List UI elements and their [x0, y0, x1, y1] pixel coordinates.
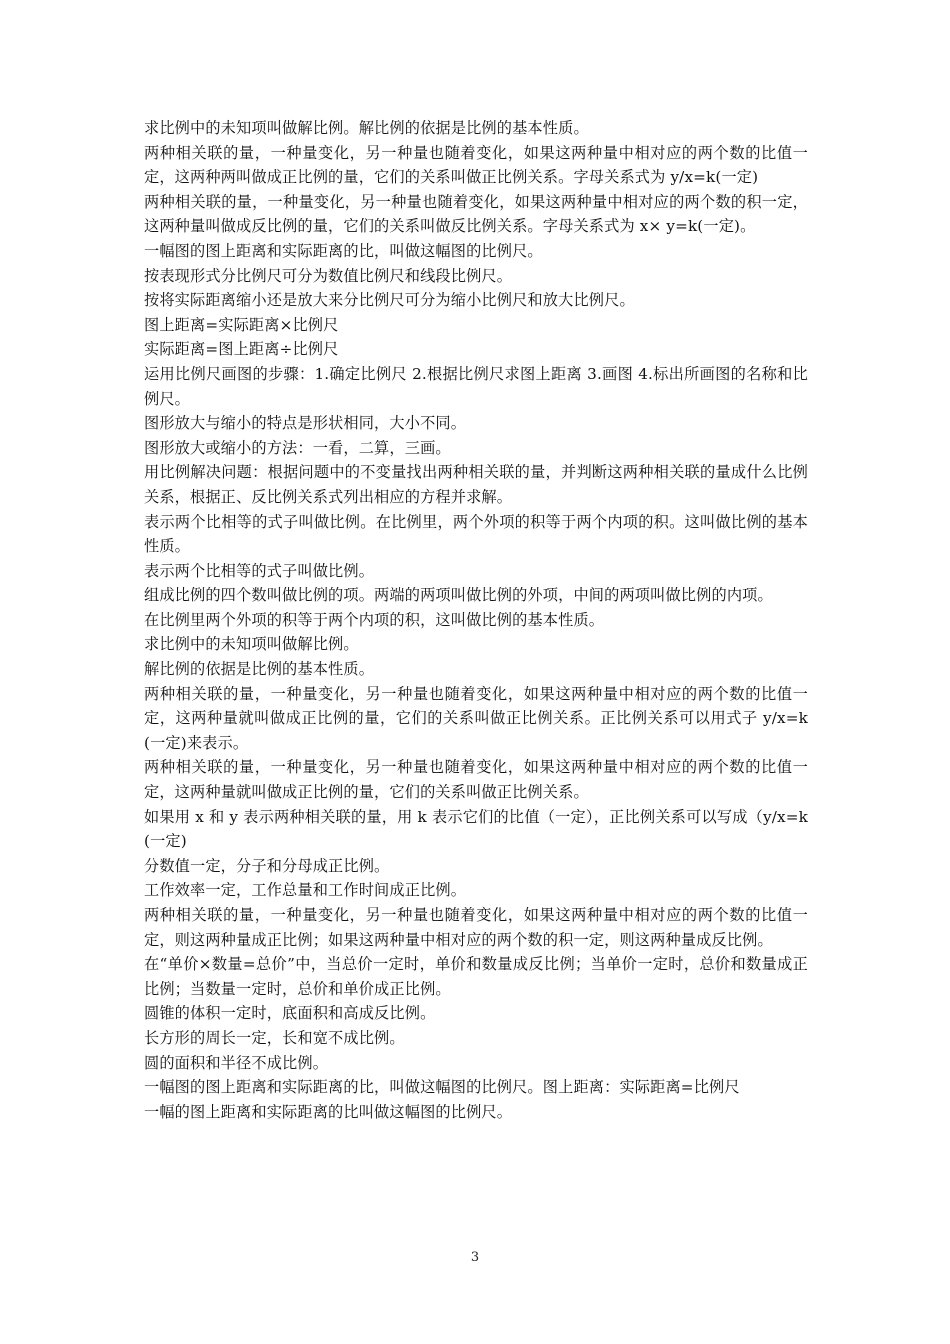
paragraph: 实际距离=图上距离÷比例尺: [144, 340, 339, 359]
paragraph: 组成比例的四个数叫做比例的项。两端的两项叫做比例的外项，中间的两项叫做比例的内项。: [144, 586, 773, 605]
paragraph: 表示两个比相等的式子叫做比例。: [144, 561, 375, 580]
paragraph: 求比例中的未知项叫做解比例。: [144, 635, 359, 654]
paragraph: 在“单价×数量=总价”中，当总价一定时，单价和数量成反比例；当单价一定时，总价和数量成正比例；当数量一定时，总价和单价成正比例。: [144, 955, 808, 998]
paragraph: 两种相关联的量，一种量变化，另一种量也随着变化，如果这两种量中相对应的两个数的比值一定，则这两种量成正比例；如果这两种量中相对应的两个数的积一定，则这两种量成反比例。: [144, 906, 808, 949]
paragraph: 图形放大或缩小的方法：一看，二算，三画。: [144, 438, 451, 457]
paragraph: 一幅图的图上距离和实际距离的比，叫做这幅图的比例尺。: [144, 241, 543, 260]
paragraph: 按将实际距离缩小还是放大来分比例尺可分为缩小比例尺和放大比例尺。: [144, 291, 635, 310]
paragraph: 圆锥的体积一定时，底面积和高成反比例。: [144, 1004, 436, 1023]
paragraph: 分数值一定，分子和分母成正比例。: [144, 856, 390, 875]
paragraph: 解比例的依据是比例的基本性质。: [144, 660, 375, 679]
paragraph: 两种相关联的量，一种量变化，另一种量也随着变化，如果这两种量中相对应的两个数的比值一定，这两种两叫做成正比例的量，它们的关系叫做正比例关系。字母关系式为 y/x=k(一定): [144, 143, 808, 187]
document-body: [144, 116, 808, 1124]
paragraph: 长方形的周长一定，长和宽不成比例。: [144, 1028, 405, 1047]
paragraph: 两种相关联的量，一种量变化，另一种量也随着变化，如果这两种量中相对应的两个数的比值一定，这两种量就叫做成正比例的量，它们的关系叫做正比例关系。正比例关系可以用式子 y/x=k(一定)来表示。: [144, 684, 808, 752]
paragraph: 图上距离=实际距离×比例尺: [144, 315, 339, 334]
paragraph: 用比例解决问题：根据问题中的不变量找出两种相关联的量，并判断这两种相关联的量成什么比例关系，根据正、反比例关系式列出相应的方程并求解。: [144, 463, 808, 506]
page-number: 3: [470, 1250, 480, 1265]
paragraph: 工作效率一定，工作总量和工作时间成正比例。: [144, 881, 467, 900]
paragraph: 一幅图的图上距离和实际距离的比，叫做这幅图的比例尺。图上距离：实际距离=比例尺: [144, 1078, 740, 1097]
paragraph: 在比例里两个外项的积等于两个内项的积，这叫做比例的基本性质。: [144, 610, 605, 629]
paragraph: 一幅的图上距离和实际距离的比叫做这幅图的比例尺。: [144, 1102, 513, 1121]
paragraph: 如果用 x 和 y 表示两种相关联的量，用 k 表示它们的比值（一定），正比例关系可以写成（y/x=k(一定): [144, 807, 808, 851]
paragraph: 按表现形式分比例尺可分为数值比例尺和线段比例尺。: [144, 266, 513, 285]
paragraph: 两种相关联的量，一种量变化，另一种量也随着变化，如果这两种量中相对应的两个数的积一定，这两种量叫做成反比例的量，它们的关系叫做反比例关系。字母关系式为 x× y=k(一定)。: [144, 192, 808, 236]
paragraph: 表示两个比相等的式子叫做比例。在比例里，两个外项的积等于两个内项的积。这叫做比例的基本性质。: [144, 512, 808, 556]
paragraph: 求比例中的未知项叫做解比例。解比例的依据是比例的基本性质。: [144, 119, 589, 137]
paragraph: 图形放大与缩小的特点是形状相同，大小不同。: [144, 414, 467, 433]
paragraph: 两种相关联的量，一种量变化，另一种量也随着变化，如果这两种量中相对应的两个数的比值一定，这两种量就叫做成正比例的量，它们的关系叫做正比例关系。: [144, 758, 808, 802]
paragraph: 运用比例尺画图的步骤：1.确定比例尺 2.根据比例尺求图上距离 3.画图 4.标出所画图的名称和比例尺。: [144, 364, 808, 408]
paragraph: 圆的面积和半径不成比例。: [144, 1053, 329, 1072]
